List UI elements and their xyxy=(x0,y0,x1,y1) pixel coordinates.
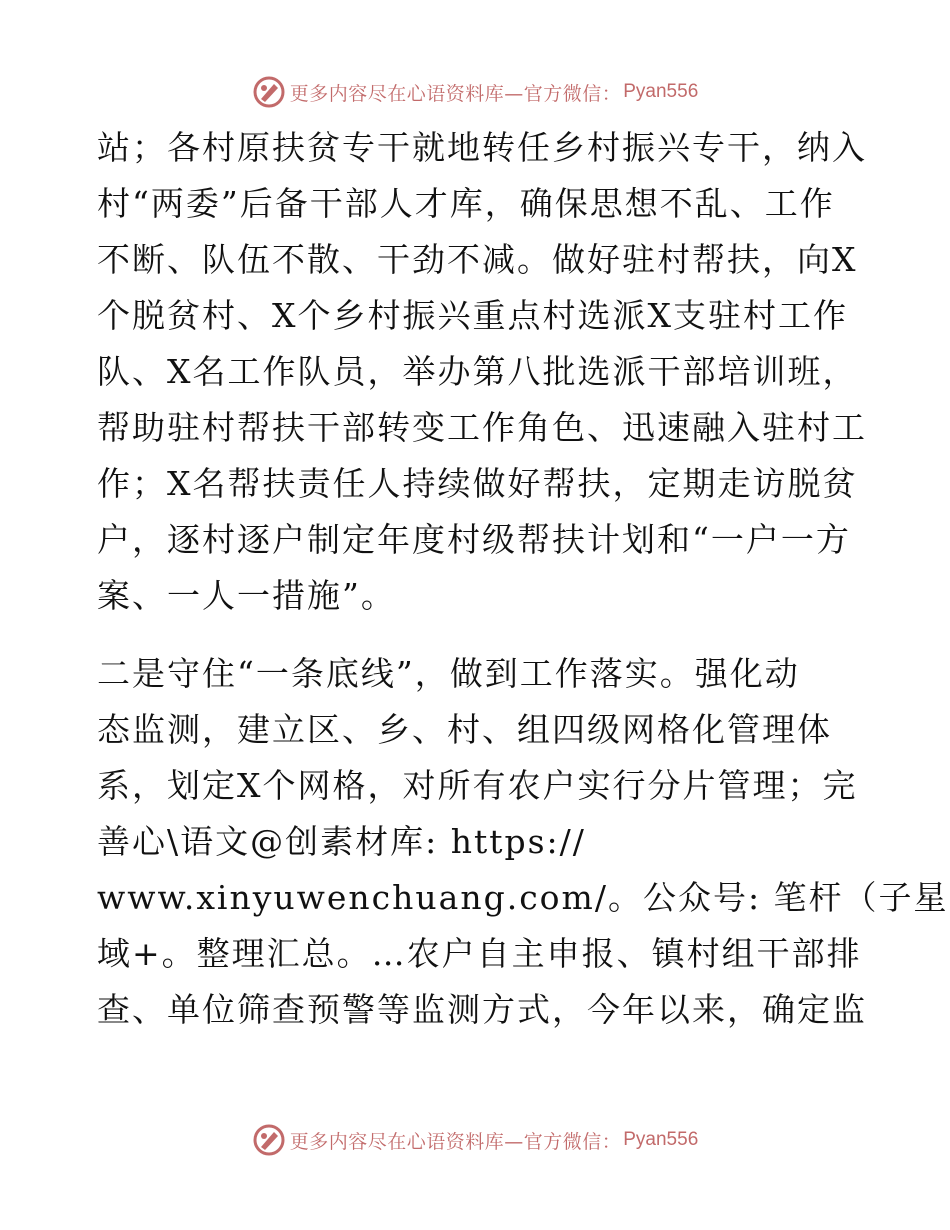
paragraph-gap xyxy=(97,624,857,646)
text-line: 村“两委”后备干部人才库，确保思想不乱、工作 xyxy=(97,184,835,223)
text-line: 户，逐村逐户制定年度村级帮扶计划和“一户一方 xyxy=(97,520,851,559)
text-line: 查、单位筛查预警等监测方式，今年以来，确定监 xyxy=(97,990,867,1029)
text-line: 二是守住“一条底线”，做到工作落实。强化动 xyxy=(97,654,800,693)
paragraph xyxy=(97,120,867,624)
text-line: 域+。整理汇总。…农户自主申报、镇村组干部排 xyxy=(97,934,862,973)
watermark-text: 更多内容尽在心语资料库—官方微信： xyxy=(289,1130,622,1153)
document-body xyxy=(97,120,949,1038)
text-line: 个脱贫村、X个乡村振兴重点村选派X支驻村工作 xyxy=(97,296,848,335)
text-line: 不断、队伍不散、干劲不减。做好驻村帮扶，向X xyxy=(97,240,858,279)
text-line: 队、X名工作队员，举办第八批选派干部培训班， xyxy=(97,352,858,391)
header-watermark xyxy=(0,72,950,112)
text-line: 帮助驻村帮扶干部转变工作角色、迅速融入驻村工 xyxy=(97,408,867,447)
watermark-id: Pyan556 xyxy=(623,81,699,102)
logo-icon xyxy=(252,75,286,109)
text-line: 系，划定X个网格，对所有农户实行分片管理；完 xyxy=(97,766,858,805)
text-line: 态监测，建立区、乡、村、组四级网格化管理体 xyxy=(97,710,832,749)
watermark-id: Pyan556 xyxy=(623,1129,699,1150)
text-line: 站；各村原扶贫专干就地转任乡村振兴专干，纳入 xyxy=(97,128,867,167)
text-line: www.xinyuwenchuang.com/。公众号: 笔杆（子星 xyxy=(97,878,949,917)
text-line: 案、一人一措施”。 xyxy=(97,576,396,615)
footer-watermark xyxy=(0,1120,950,1160)
text-line: 作；X名帮扶责任人持续做好帮扶，定期走访脱贫 xyxy=(97,464,858,503)
watermark-text: 更多内容尽在心语资料库—官方微信： xyxy=(289,82,622,105)
text-line: 善心\语文@创素材库: https:// xyxy=(97,822,586,861)
paragraph xyxy=(97,646,949,1038)
logo-icon xyxy=(252,1123,286,1157)
